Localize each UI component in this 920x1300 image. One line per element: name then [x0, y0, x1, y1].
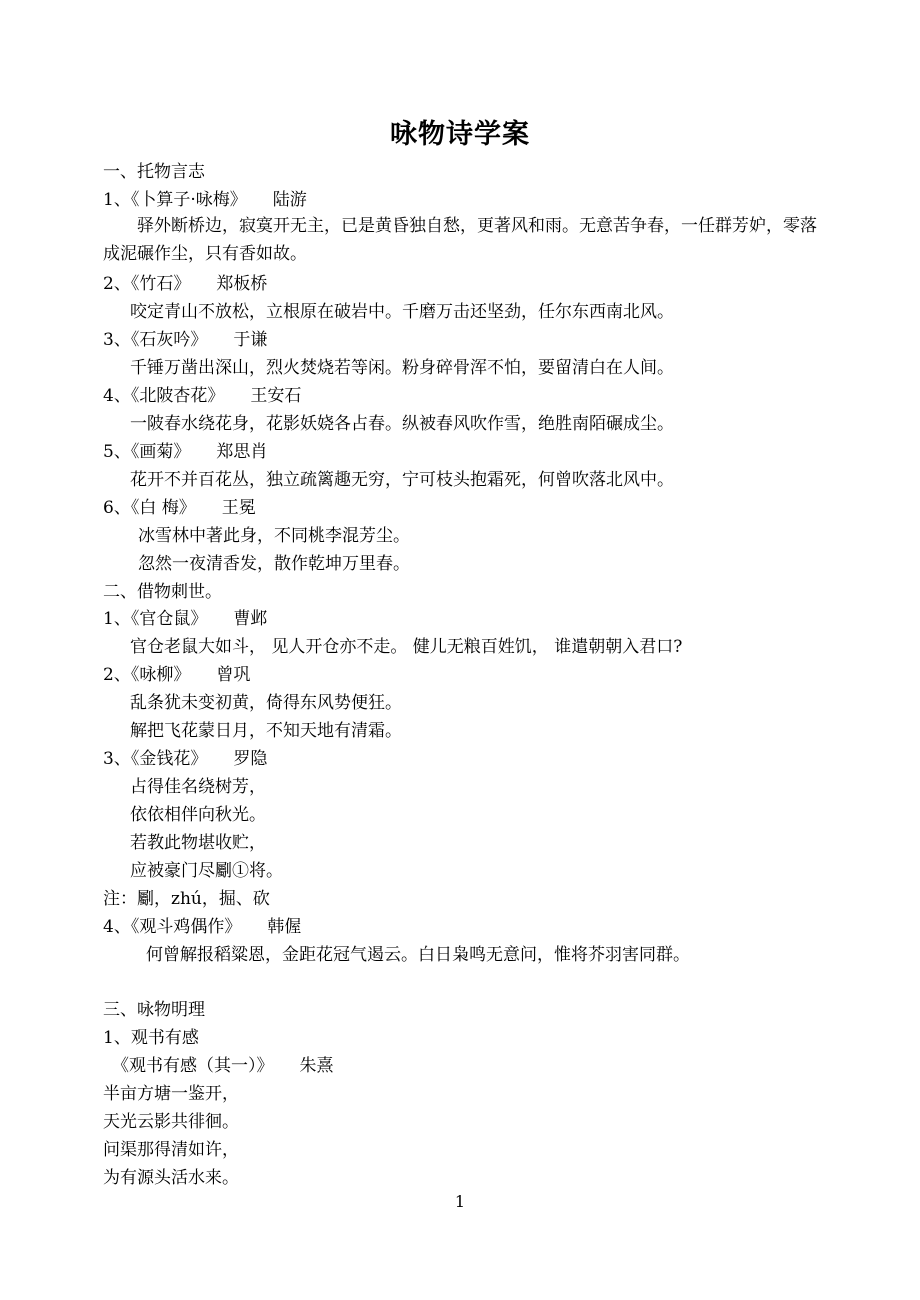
- poem-text: 官仓老鼠大如斗， 见人开仓亦不走。 健儿无粮百姓饥， 谁遣朝朝入君口?: [130, 637, 683, 657]
- poem-line: 半亩方塘一鉴开，: [103, 1084, 239, 1104]
- footnote: 注：劚，zhú，掘、砍: [103, 889, 270, 909]
- poem-line: 冰雪林中著此身，不同桃李混芳尘。: [138, 526, 410, 546]
- subsection-heading: 1、观书有感: [103, 1028, 199, 1048]
- poem-number: 3、: [103, 330, 131, 350]
- poem-author: 郑板桥: [216, 274, 268, 294]
- poem-heading: [103, 916, 301, 938]
- poem-author: 郑思肖: [216, 442, 268, 462]
- section-heading: 二、借物刺世。: [103, 582, 222, 602]
- poem-heading: [103, 497, 256, 519]
- poem-number: 1、: [103, 609, 131, 629]
- section-heading: 一、托物言志: [103, 162, 205, 182]
- page-number: 1: [454, 1192, 466, 1211]
- poem-text: 一陂春水绕花身，花影妖娆各占春。纵被春风吹作雪，绝胜南陌碾成尘。: [130, 414, 674, 434]
- section-heading: 三、咏物明理: [103, 1000, 205, 1020]
- poem-heading: [103, 385, 301, 407]
- poem-heading: [103, 189, 307, 211]
- poem-author: 王安石: [250, 386, 302, 406]
- poem-number: 1、: [103, 190, 131, 210]
- poem-line: 若教此物堪收贮，: [130, 833, 266, 853]
- poem-author: 朱熹: [299, 1056, 334, 1076]
- poem-line: 天光云影共徘徊。: [103, 1112, 239, 1132]
- poem-title: 《官仓鼠》: [130, 609, 208, 629]
- poem-number: 2、: [103, 665, 131, 685]
- poem-text: 驿外断桥边，寂寞开无主，已是黄昏独自愁，更著风和雨。无意苦争春，一任群芳妒，零落成泥碾作尘，只有香如故。: [103, 216, 817, 264]
- poem-heading: [112, 1055, 334, 1077]
- poem-title: 《白 梅》: [130, 498, 196, 518]
- poem-title: 《观斗鸡偶作》: [130, 917, 242, 937]
- poem-author: 曾巩: [216, 665, 251, 685]
- poem-author: 于谦: [233, 330, 268, 350]
- page-title: 咏物诗学案: [390, 119, 530, 150]
- poem-line: 占得佳名绕树芳，: [130, 777, 266, 797]
- poem-heading: [103, 608, 267, 630]
- poem-title: 《竹石》: [130, 274, 191, 294]
- poem-heading: [103, 441, 267, 463]
- poem-heading: [103, 664, 250, 686]
- poem-line: 解把飞花蒙日月，不知天地有清霜。: [130, 721, 402, 741]
- poem-author: 韩偓: [267, 917, 302, 937]
- poem-title: 《石灰吟》: [130, 330, 208, 350]
- poem-number: 5、: [103, 442, 131, 462]
- poem-title: 《观书有感（其一）》: [112, 1056, 274, 1076]
- poem-author: 王冕: [221, 498, 256, 518]
- poem-heading: [103, 748, 267, 770]
- poem-author: 曹邺: [233, 609, 268, 629]
- poem-title: 《画菊》: [130, 442, 191, 462]
- poem-line: 为有源头活水来。: [103, 1168, 239, 1188]
- poem-title: 《北陂杏花》: [130, 386, 225, 406]
- poem-line: 问渠那得清如许，: [103, 1140, 239, 1160]
- poem-number: 6、: [103, 498, 131, 518]
- poem-line: 应被豪门尽劚①将。: [130, 861, 283, 881]
- poem-number: 3、: [103, 749, 131, 769]
- poem-text: 千锤万凿出深山，烈火焚烧若等闲。粉身碎骨浑不怕，要留清白在人间。: [130, 358, 674, 378]
- poem-number: 4、: [103, 386, 131, 406]
- poem-title: 《卜算子·咏梅》: [130, 190, 247, 210]
- poem-number: 4、: [103, 917, 131, 937]
- poem-author: 罗隐: [233, 749, 268, 769]
- poem-text: 花开不并百花丛，独立疏篱趣无穷，宁可枝头抱霜死，何曾吹落北风中。: [130, 470, 674, 490]
- poem-line: 忽然一夜清香发，散作乾坤万里春。: [138, 554, 410, 574]
- poem-title: 《咏柳》: [130, 665, 191, 685]
- poem-text: 咬定青山不放松，立根原在破岩中。千磨万击还坚劲，任尔东西南北风。: [130, 302, 674, 322]
- poem-heading: [103, 329, 267, 351]
- poem-text: 何曾解报稻粱恩，金距花冠气遏云。白日枭鸣无意问，惟将芥羽害同群。: [146, 945, 690, 965]
- poem-author: 陆游: [272, 190, 307, 210]
- poem-title: 《金钱花》: [130, 749, 208, 769]
- poem-line: 乱条犹未变初黄，倚得东风势便狂。: [130, 693, 402, 713]
- poem-line: 依依相伴向秋光。: [130, 805, 266, 825]
- poem-number: 2、: [103, 274, 131, 294]
- poem-heading: [103, 273, 267, 295]
